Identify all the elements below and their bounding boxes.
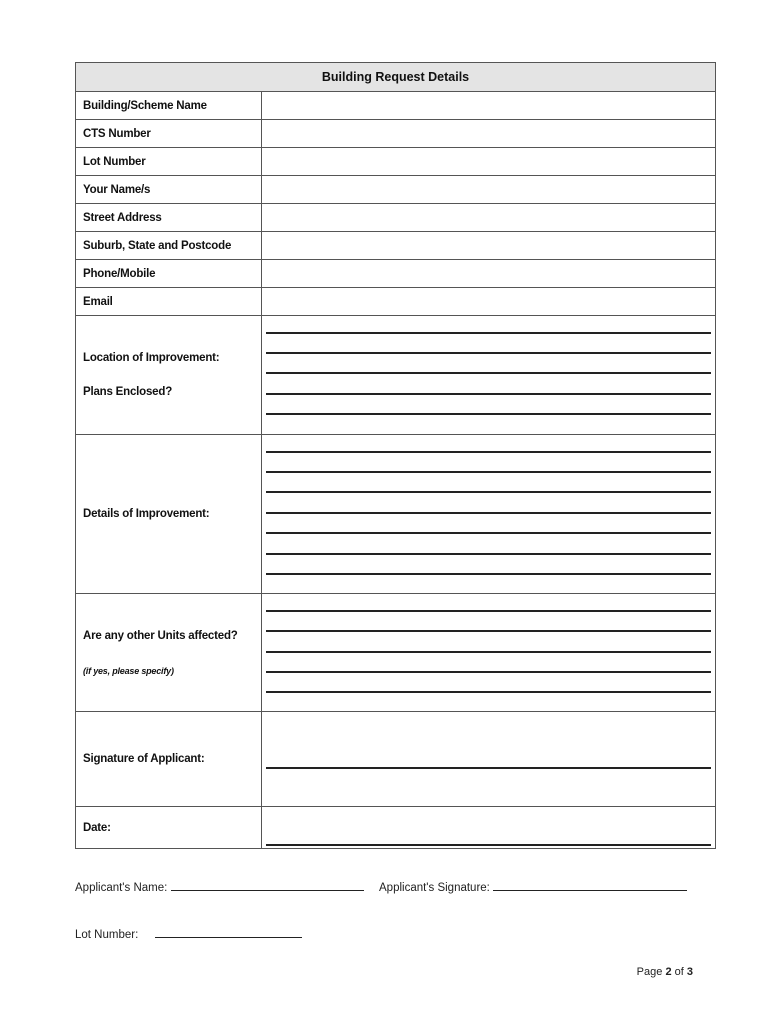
write-line [266,413,711,415]
form-title: Building Request Details [76,63,715,92]
row-location-of-improvement [76,316,715,435]
field-label: Lot Number [76,148,262,175]
field-label: CTS Number [76,120,262,147]
location-label-cell [76,316,262,434]
row-email [76,288,715,316]
page-of: of [674,966,684,978]
write-line [266,491,711,493]
field-label: Email [76,288,262,315]
date-label: Date: [83,821,111,834]
field-label: Street Address [76,204,262,231]
units-label-cell [76,594,262,711]
write-line [266,352,711,354]
write-line [266,393,711,395]
field-label: Suburb, State and Postcode [76,232,262,259]
phone-mobile-field[interactable] [262,260,715,287]
building-scheme-name-field[interactable] [262,92,715,119]
units-affected-field[interactable] [262,594,715,711]
lot-number-blank[interactable] [155,926,302,938]
details-of-improvement-label: Details of Improvement: [83,508,210,520]
lot-number-field[interactable] [262,148,715,175]
write-line [266,573,711,575]
applicant-signature-label: Applicant's Signature: [379,882,490,894]
applicant-signature-footer [379,879,687,894]
row-units-affected [76,594,715,712]
write-line [266,651,711,653]
write-line [266,372,711,374]
page-total: 3 [686,966,693,978]
write-line [266,630,711,632]
details-label-cell [76,435,262,593]
page-current: 2 [665,966,672,978]
write-line [266,512,711,514]
write-line [266,451,711,453]
row-details-of-improvement [76,435,715,594]
signature-field[interactable] [262,712,715,806]
field-label: Building/Scheme Name [76,92,262,119]
page-prefix: Page [636,966,663,978]
row-your-names [76,176,715,204]
email-field[interactable] [262,288,715,315]
row-suburb-state-postcode [76,232,715,260]
location-of-improvement-field[interactable] [262,316,715,434]
location-of-improvement-label: Location of Improvement: [83,352,220,364]
details-of-improvement-field[interactable] [262,435,715,593]
cts-number-field[interactable] [262,120,715,147]
applicant-signature-blank[interactable] [493,879,687,891]
signature-of-applicant-label: Signature of Applicant: [83,753,205,765]
date-field[interactable] [262,807,715,848]
units-affected-label: Are any other Units affected? [83,629,238,642]
write-line [266,471,711,473]
street-address-field[interactable] [262,204,715,231]
write-line [266,691,711,693]
lot-number-footer-label: Lot Number: [75,929,139,941]
applicant-name-label: Applicant's Name: [75,882,168,894]
row-building-scheme-name [76,92,715,120]
field-label: Phone/Mobile [76,260,262,287]
write-line [266,332,711,334]
units-affected-note: (if yes, please specify) [83,665,174,676]
applicant-name-blank[interactable] [171,879,364,891]
your-names-field[interactable] [262,176,715,203]
write-line [266,844,711,846]
row-phone-mobile [76,260,715,288]
write-line [266,532,711,534]
building-request-form [75,62,716,849]
date-label-cell [76,807,262,848]
write-line [266,767,711,769]
page-number [637,966,693,978]
lot-number-footer [75,926,302,941]
write-line [266,610,711,612]
field-label: Your Name/s [76,176,262,203]
suburb-state-postcode-field[interactable] [262,232,715,259]
row-lot-number [76,148,715,176]
row-date [76,807,715,848]
applicant-name-footer [75,879,364,894]
plans-enclosed-label: Plans Enclosed? [83,386,173,398]
row-signature [76,712,715,807]
row-street-address [76,204,715,232]
row-cts-number [76,120,715,148]
write-line [266,671,711,673]
write-line [266,553,711,555]
signature-label-cell [76,712,262,806]
